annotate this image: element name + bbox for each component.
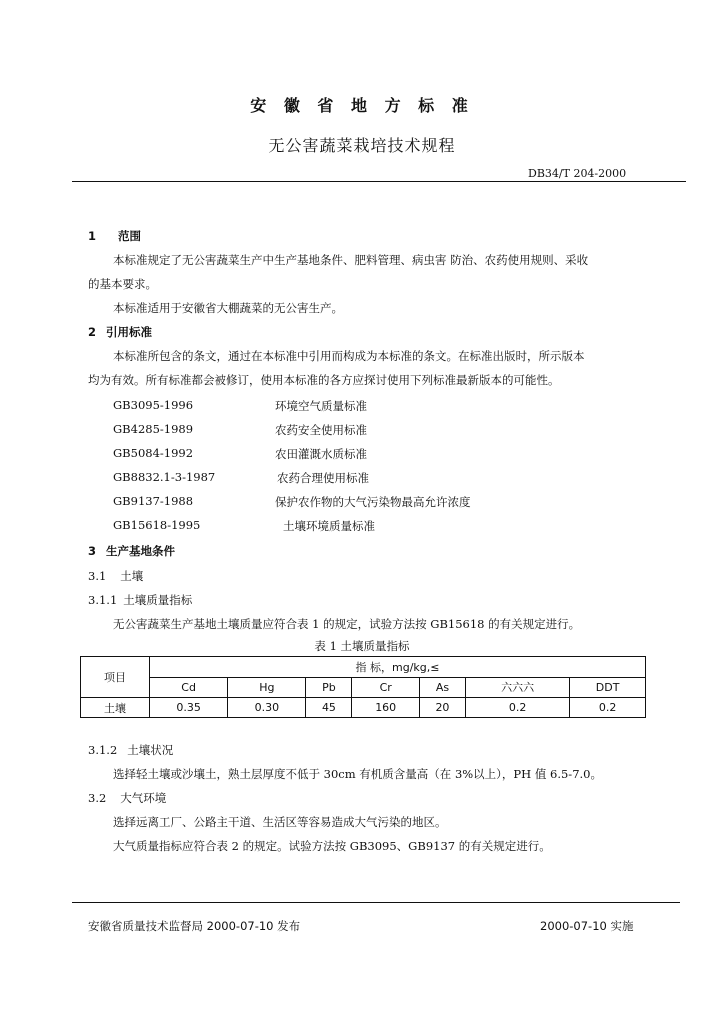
ref-code: GB3095-1996 xyxy=(113,398,194,412)
section-1-heading xyxy=(88,228,141,244)
paragraph: 大气质量指标应符合表 2 的规定。试验方法按 GB3095、GB9137 的有关规定进行。 xyxy=(113,839,551,853)
section-number: 1 xyxy=(88,229,97,243)
table-column-header: As xyxy=(419,677,465,698)
table-cell: 20 xyxy=(419,698,465,718)
section-2-heading xyxy=(88,324,152,340)
table-cell: 45 xyxy=(306,698,352,718)
subsection-number: 3.2 xyxy=(88,791,107,805)
ref-name: 保护农作物的大气污染物最高允许浓度 xyxy=(275,495,471,509)
ref-code: GB9137-1988 xyxy=(113,494,194,508)
ref-name: 环境空气质量标准 xyxy=(275,399,367,413)
ref-code: GB15618-1995 xyxy=(113,518,201,532)
table-row-label: 土壤 xyxy=(81,698,150,718)
footer-rule xyxy=(72,902,680,903)
ref-name: 农田灌溉水质标准 xyxy=(275,447,367,461)
table-cell: 0.35 xyxy=(150,698,228,718)
subsection-title: 土壤 xyxy=(120,569,144,583)
table-item-header: 项目 xyxy=(81,657,150,698)
ref-name: 农药安全使用标准 xyxy=(275,423,367,437)
section-number: 2 xyxy=(88,325,97,339)
paragraph: 选择轻土壤或沙壤土，熟土层厚度不低于 30cm 有机质含量高（在 3%以上），PH 值 6.5-7.0。 xyxy=(113,767,602,781)
document-number: DB34/T 204-2000 xyxy=(528,167,627,180)
subsection-title: 土壤质量指标 xyxy=(123,593,193,607)
table-column-header: DDT xyxy=(570,677,646,698)
section-title: 范围 xyxy=(118,229,142,243)
document-subtitle: 无公害蔬菜栽培技术规程 xyxy=(268,136,456,155)
table-cell: 0.30 xyxy=(228,698,306,718)
subsection-title: 土壤状况 xyxy=(127,743,174,757)
table-row xyxy=(81,698,646,718)
ref-name: 土壤环境质量标准 xyxy=(283,519,375,533)
subsection-number: 3.1 xyxy=(88,569,107,583)
table-cell: 0.2 xyxy=(570,698,646,718)
table-column-header: 六六六 xyxy=(465,677,569,698)
ref-code: GB8832.1-3-1987 xyxy=(113,470,216,484)
subsection-3-1 xyxy=(88,568,143,584)
subsection-number: 3.1.2 xyxy=(88,743,118,757)
footer-issue: 安徽省质量技术监督局 2000-07-10 发布 xyxy=(88,919,301,933)
table-caption: 表 1 土壤质量指标 xyxy=(314,639,410,653)
ref-name: 农药合理使用标准 xyxy=(277,471,369,485)
ref-code: GB4285-1989 xyxy=(113,422,194,436)
table-column-header: Cr xyxy=(352,677,419,698)
paragraph: 本标准规定了无公害蔬菜生产中生产基地条件、肥料管理、病虫害 防治、农药使用规则、采收 xyxy=(113,253,589,267)
footer-effective: 2000-07-10 实施 xyxy=(540,919,634,933)
table-column-header: Cd xyxy=(150,677,228,698)
paragraph: 本标准所包含的条文，通过在本标准中引用而构成为本标准的条文。在标准出版时，所示版本 xyxy=(113,349,585,363)
soil-quality-table xyxy=(80,656,646,718)
subsection-3-1-2 xyxy=(88,742,173,758)
section-title: 引用标准 xyxy=(106,325,153,339)
paragraph: 的基本要求。 xyxy=(88,277,157,291)
section-title: 生产基地条件 xyxy=(106,544,176,558)
paragraph: 均为有效。所有标准都会被修订，使用本标准的各方应探讨使用下列标准最新版本的可能性。 xyxy=(88,373,560,387)
table-column-header: Hg xyxy=(228,677,306,698)
table-column-header: Pb xyxy=(306,677,352,698)
header-rule xyxy=(72,181,686,182)
table-group-header: 指 标，mg/kg,≤ xyxy=(150,657,646,678)
paragraph: 本标准适用于安徽省大棚蔬菜的无公害生产。 xyxy=(113,301,343,315)
paragraph: 选择远离工厂、公路主干道、生活区等容易造成大气污染的地区。 xyxy=(113,815,447,829)
subsection-number: 3.1.1 xyxy=(88,593,118,607)
subsection-3-1-1 xyxy=(88,592,192,608)
table-cell: 0.2 xyxy=(465,698,569,718)
document-title: 安 徽 省 地 方 标 准 xyxy=(250,96,474,115)
subsection-3-2 xyxy=(88,790,166,806)
subsection-title: 大气环境 xyxy=(120,791,167,805)
paragraph: 无公害蔬菜生产基地土壤质量应符合表 1 的规定，试验方法按 GB15618 的有关规定进行。 xyxy=(113,617,581,631)
section-number: 3 xyxy=(88,544,97,558)
section-3-heading xyxy=(88,543,175,559)
ref-code: GB5084-1992 xyxy=(113,446,194,460)
table-cell: 160 xyxy=(352,698,419,718)
